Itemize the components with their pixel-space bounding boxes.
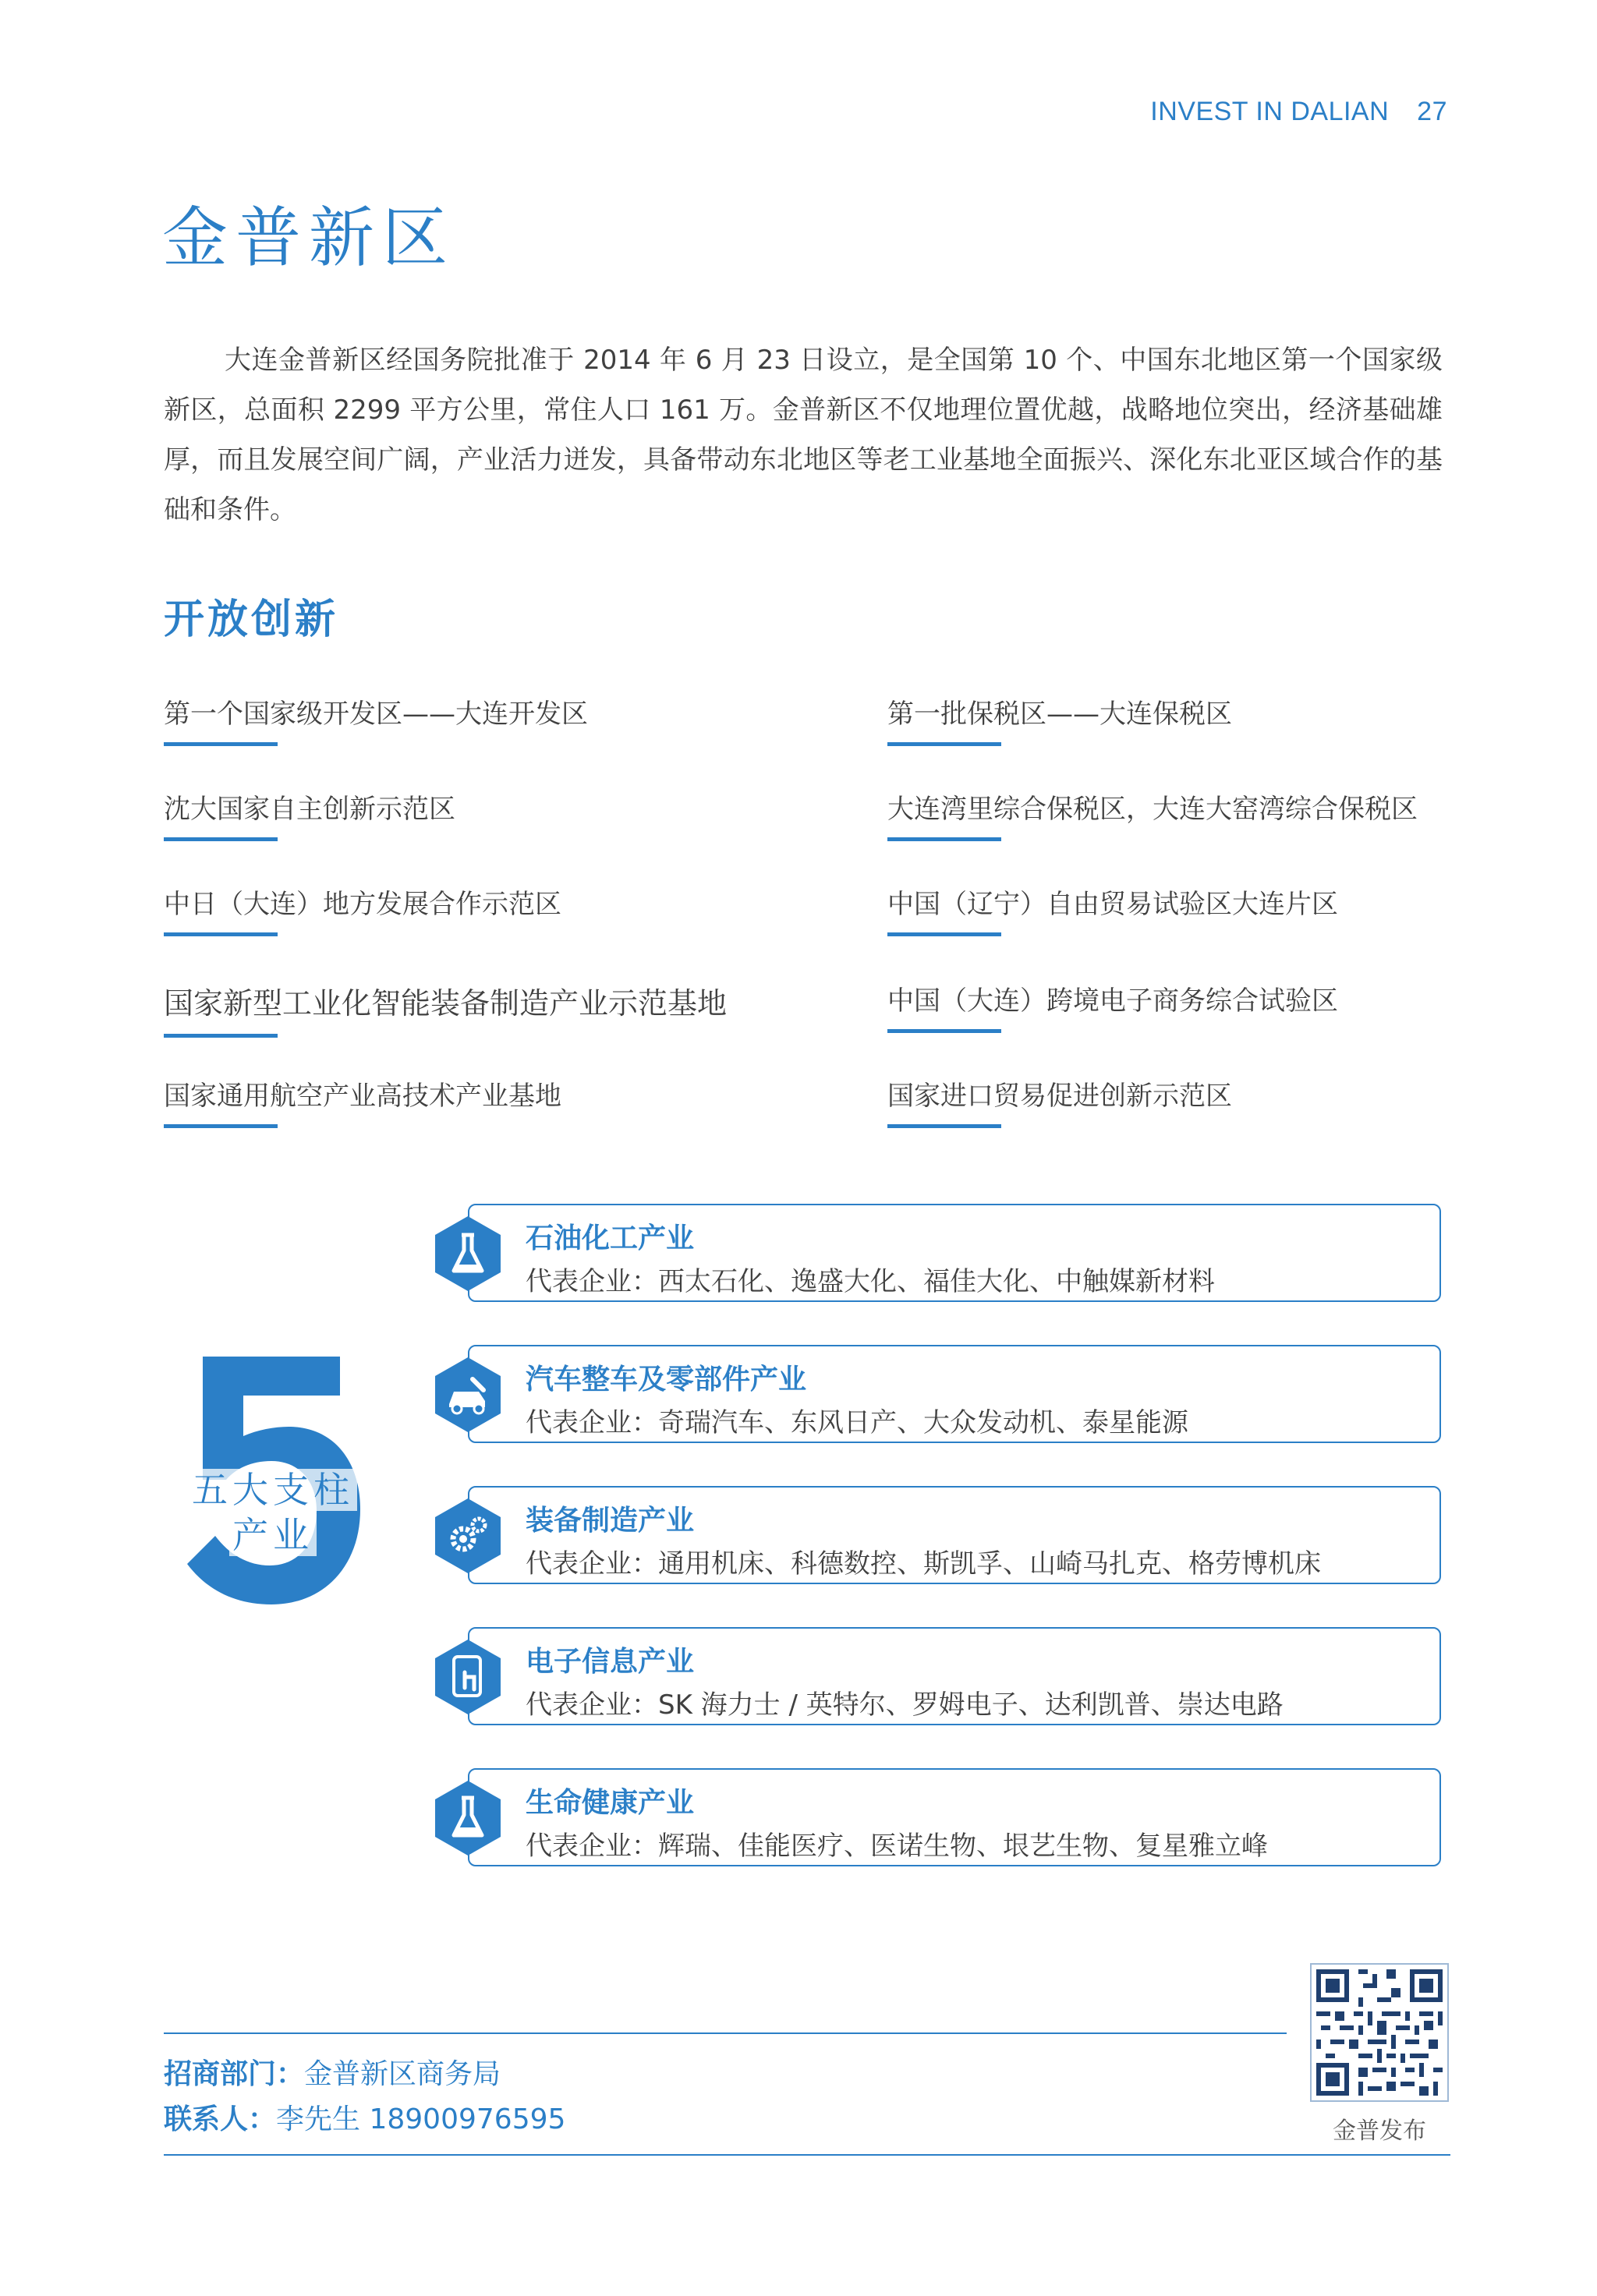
investment-department bbox=[164, 2052, 501, 2092]
zone-underline bbox=[164, 932, 278, 936]
industry-card bbox=[468, 1204, 1441, 1302]
industry-title: 汽车整车及零部件产业 bbox=[526, 1364, 807, 1396]
qr-caption: 金普发布 bbox=[1333, 2117, 1426, 2145]
qr-code-graphic bbox=[1312, 1965, 1447, 2100]
industry-companies: 代表企业：通用机床、科德数控、斯凯孚、山崎马扎克、格劳博机床 bbox=[526, 1548, 1321, 1580]
zone-item: 中国（大连）跨境电子商务综合试验区 bbox=[887, 979, 1338, 1017]
industry-title: 装备制造产业 bbox=[526, 1505, 695, 1537]
footer-divider bbox=[164, 2032, 1287, 2034]
test-tube-icon bbox=[432, 1779, 504, 1857]
zone-underline bbox=[164, 1034, 278, 1038]
zone-underline bbox=[887, 837, 1001, 841]
zone-underline bbox=[887, 1124, 1001, 1128]
zone-item: 国家进口贸易促进创新示范区 bbox=[887, 1074, 1232, 1113]
industry-companies: 代表企业：SK 海力士 / 英特尔、罗姆电子、达利凯普、崇达电路 bbox=[526, 1689, 1284, 1721]
zone-item: 第一个国家级开发区——大连开发区 bbox=[164, 692, 588, 731]
industry-card bbox=[468, 1345, 1441, 1443]
page-title: 金普新区 bbox=[162, 200, 456, 276]
zone-underline bbox=[887, 742, 1001, 746]
zone-item: 第一批保税区——大连保税区 bbox=[887, 692, 1232, 731]
contact-value: 李先生 18900976595 bbox=[276, 2103, 566, 2135]
zone-underline bbox=[164, 837, 278, 841]
five-pillars-badge bbox=[179, 1357, 366, 1614]
industry-title: 电子信息产业 bbox=[526, 1646, 695, 1678]
car-icon bbox=[432, 1356, 504, 1434]
gears-icon bbox=[432, 1497, 504, 1575]
footer-bottom-divider bbox=[164, 2154, 1450, 2156]
industry-companies: 代表企业：奇瑞汽车、东风日产、大众发动机、泰星能源 bbox=[526, 1407, 1188, 1438]
page-number: 27 bbox=[1417, 97, 1447, 126]
flask-icon bbox=[432, 1215, 504, 1293]
zone-item: 大连湾里综合保税区，大连大窑湾综合保税区 bbox=[887, 787, 1418, 826]
industry-companies: 代表企业：辉瑞、佳能医疗、医诺生物、垠艺生物、复星雅立峰 bbox=[526, 1831, 1268, 1862]
contact-label: 联系人： bbox=[164, 2103, 277, 2135]
intro-paragraph: 大连金普新区经国务院批准于 2014 年 6 月 23 日设立，是全国第 10 个、中国东北地区第一个国家级新区，总面积 2299 平方公里，常住人口 161 万。金普新区不仅地理位置优越，战略地位突出，经济基础雄厚，而且发展空间广阔，产业活力迸发，具备带动东北地区等老工业基地全面振兴、深化东北亚区域合作的基础和条件。 bbox=[164, 345, 1443, 525]
zone-underline bbox=[887, 1029, 1001, 1033]
department-value: 金普新区商务局 bbox=[304, 2058, 501, 2090]
zone-item: 中日（大连）地方发展合作示范区 bbox=[164, 883, 561, 921]
zone-item: 国家新型工业化智能装备制造产业示范基地 bbox=[164, 979, 727, 1022]
qr-code bbox=[1310, 1963, 1449, 2102]
department-label: 招商部门： bbox=[164, 2058, 305, 2090]
industry-card bbox=[468, 1627, 1441, 1725]
page-header bbox=[1150, 97, 1447, 127]
section-title: 开放创新 bbox=[164, 596, 339, 643]
five-pillars-label: 五大支柱 产业 bbox=[179, 1467, 366, 1558]
zone-underline bbox=[887, 932, 1001, 936]
industry-card bbox=[468, 1486, 1441, 1584]
industry-companies: 代表企业：西太石化、逸盛大化、福佳大化、中触媒新材料 bbox=[526, 1266, 1215, 1297]
zone-item: 国家通用航空产业高技术产业基地 bbox=[164, 1074, 561, 1113]
zone-item: 中国（辽宁）自由贸易试验区大连片区 bbox=[887, 883, 1338, 921]
industry-title: 石油化工产业 bbox=[526, 1222, 695, 1254]
zone-underline bbox=[164, 742, 278, 746]
zone-item: 沈大国家自主创新示范区 bbox=[164, 787, 455, 826]
contact-person bbox=[164, 2097, 565, 2137]
industry-card bbox=[468, 1768, 1441, 1866]
touch-device-icon bbox=[432, 1638, 504, 1716]
industry-title: 生命健康产业 bbox=[526, 1787, 695, 1819]
zone-underline bbox=[164, 1124, 278, 1128]
publication-name: INVEST IN DALIAN bbox=[1150, 97, 1390, 126]
